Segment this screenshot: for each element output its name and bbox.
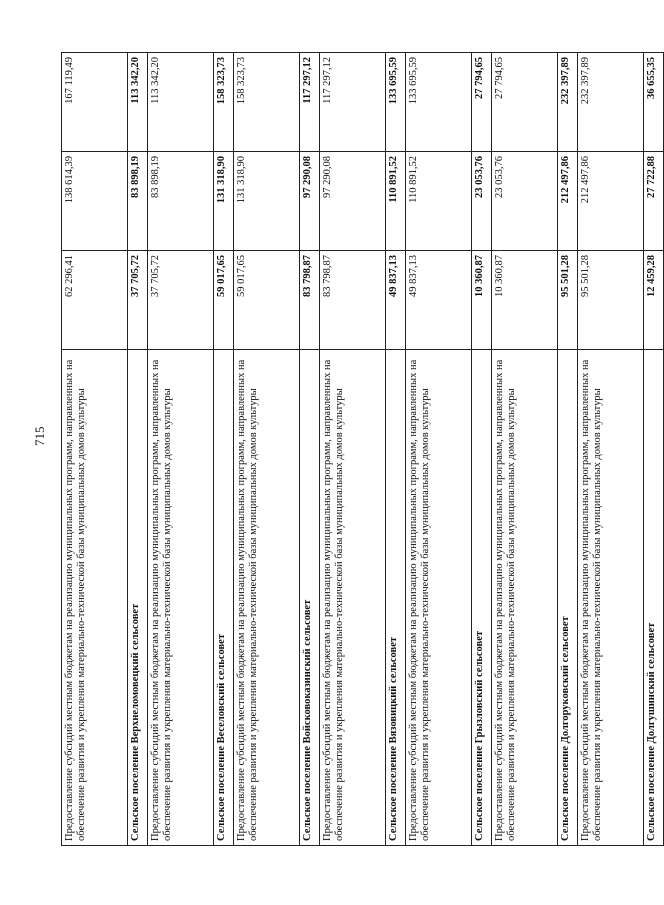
description-row — [62, 53, 128, 846]
section-row — [300, 53, 320, 846]
value-col-3: 232 397,89 — [558, 53, 578, 152]
row-label: Предоставление субсидий местным бюджетам на реализацию муниципальных программ, направленных на обеспечение развития и укрепления материально-технической базы муниципальных домов культуры — [492, 350, 558, 846]
value-col-1: 59 017,65 — [214, 251, 234, 350]
value-col-1: 10 360,87 — [492, 251, 558, 350]
rotated-table-container — [61, 53, 657, 846]
row-label: Предоставление субсидий местным бюджетам на реализацию муниципальных программ, направленных на обеспечение развития и укрепления материально-технической базы муниципальных домов культуры — [578, 350, 644, 846]
row-label: Предоставление субсидий местным бюджетам на реализацию муниципальных программ, направленных на обеспечение развития и укрепления материально-технической базы муниципальных домов культуры — [406, 350, 472, 846]
row-label: Сельское поселение Войсковоказинский сельсовет — [300, 350, 320, 846]
budget-table-body — [62, 53, 664, 846]
section-row — [558, 53, 578, 846]
value-col-2: 23 053,76 — [472, 152, 492, 251]
value-col-2: 83 898,19 — [148, 152, 214, 251]
value-col-2: 110 891,52 — [386, 152, 406, 251]
value-col-2: 212 497,86 — [578, 152, 644, 251]
value-col-3: 158 323,73 — [234, 53, 300, 152]
value-col-3: 117 297,12 — [320, 53, 386, 152]
value-col-3: 36 655,35 — [644, 53, 664, 152]
section-row — [386, 53, 406, 846]
value-col-2: 131 318,90 — [234, 152, 300, 251]
value-col-3: 117 297,12 — [300, 53, 320, 152]
value-col-3: 133 695,59 — [406, 53, 472, 152]
value-col-1: 12 459,28 — [644, 251, 664, 350]
row-label: Предоставление субсидий местным бюджетам на реализацию муниципальных программ, направленных на обеспечение развития и укрепления материально-технической базы муниципальных домов культуры — [234, 350, 300, 846]
value-col-2: 27 722,88 — [644, 152, 664, 251]
value-col-3: 133 695,59 — [386, 53, 406, 152]
value-col-2: 97 290,08 — [300, 152, 320, 251]
value-col-1: 49 837,13 — [406, 251, 472, 350]
value-col-3: 27 794,65 — [492, 53, 558, 152]
value-col-1: 10 360,87 — [472, 251, 492, 350]
value-col-1: 37 705,72 — [128, 251, 148, 350]
description-row — [234, 53, 300, 846]
value-col-1: 37 705,72 — [148, 251, 214, 350]
row-label: Сельское поселение Верхнеломовецкий сельсовет — [128, 350, 148, 846]
value-col-1: 95 501,28 — [558, 251, 578, 350]
value-col-1: 95 501,28 — [578, 251, 644, 350]
value-col-2: 97 290,08 — [320, 152, 386, 251]
row-label: Предоставление субсидий местным бюджетам на реализацию муниципальных программ, направленных на обеспечение развития и укрепления материально-технической базы муниципальных домов культуры — [62, 350, 128, 846]
value-col-1: 83 798,87 — [300, 251, 320, 350]
value-col-3: 232 397,89 — [578, 53, 644, 152]
value-col-3: 27 794,65 — [472, 53, 492, 152]
description-row — [492, 53, 558, 846]
value-col-2: 83 898,19 — [128, 152, 148, 251]
value-col-1: 59 017,65 — [234, 251, 300, 350]
value-col-3: 113 342,20 — [148, 53, 214, 152]
section-row — [644, 53, 664, 846]
page-number: 715 — [32, 426, 47, 446]
value-col-1: 83 798,87 — [320, 251, 386, 350]
budget-table — [61, 52, 664, 846]
value-col-2: 110 891,52 — [406, 152, 472, 251]
value-col-2: 138 614,39 — [62, 152, 128, 251]
row-label: Предоставление субсидий местным бюджетам на реализацию муниципальных программ, направленных на обеспечение развития и укрепления материально-технической базы муниципальных домов культуры — [320, 350, 386, 846]
value-col-1: 62 296,41 — [62, 251, 128, 350]
value-col-3: 158 323,73 — [214, 53, 234, 152]
value-col-3: 113 342,20 — [128, 53, 148, 152]
row-label: Сельское поселение Вязовицкий сельсовет — [386, 350, 406, 846]
description-row — [320, 53, 386, 846]
section-row — [472, 53, 492, 846]
value-col-2: 23 053,76 — [492, 152, 558, 251]
row-label: Сельское поселение Грызловский сельсовет — [472, 350, 492, 846]
value-col-1: 49 837,13 — [386, 251, 406, 350]
description-row — [148, 53, 214, 846]
row-label: Предоставление субсидий местным бюджетам на реализацию муниципальных программ, направленных на обеспечение развития и укрепления материально-технической базы муниципальных домов культуры — [148, 350, 214, 846]
description-row — [578, 53, 644, 846]
row-label: Сельское поселение Долгушинский сельсовет — [644, 350, 664, 846]
description-row — [406, 53, 472, 846]
value-col-2: 131 318,90 — [214, 152, 234, 251]
row-label: Сельское поселение Веселовский сельсовет — [214, 350, 234, 846]
value-col-3: 167 119,49 — [62, 53, 128, 152]
section-row — [214, 53, 234, 846]
row-label: Сельское поселение Долгоруковский сельсовет — [558, 350, 578, 846]
value-col-2: 212 497,86 — [558, 152, 578, 251]
section-row — [128, 53, 148, 846]
